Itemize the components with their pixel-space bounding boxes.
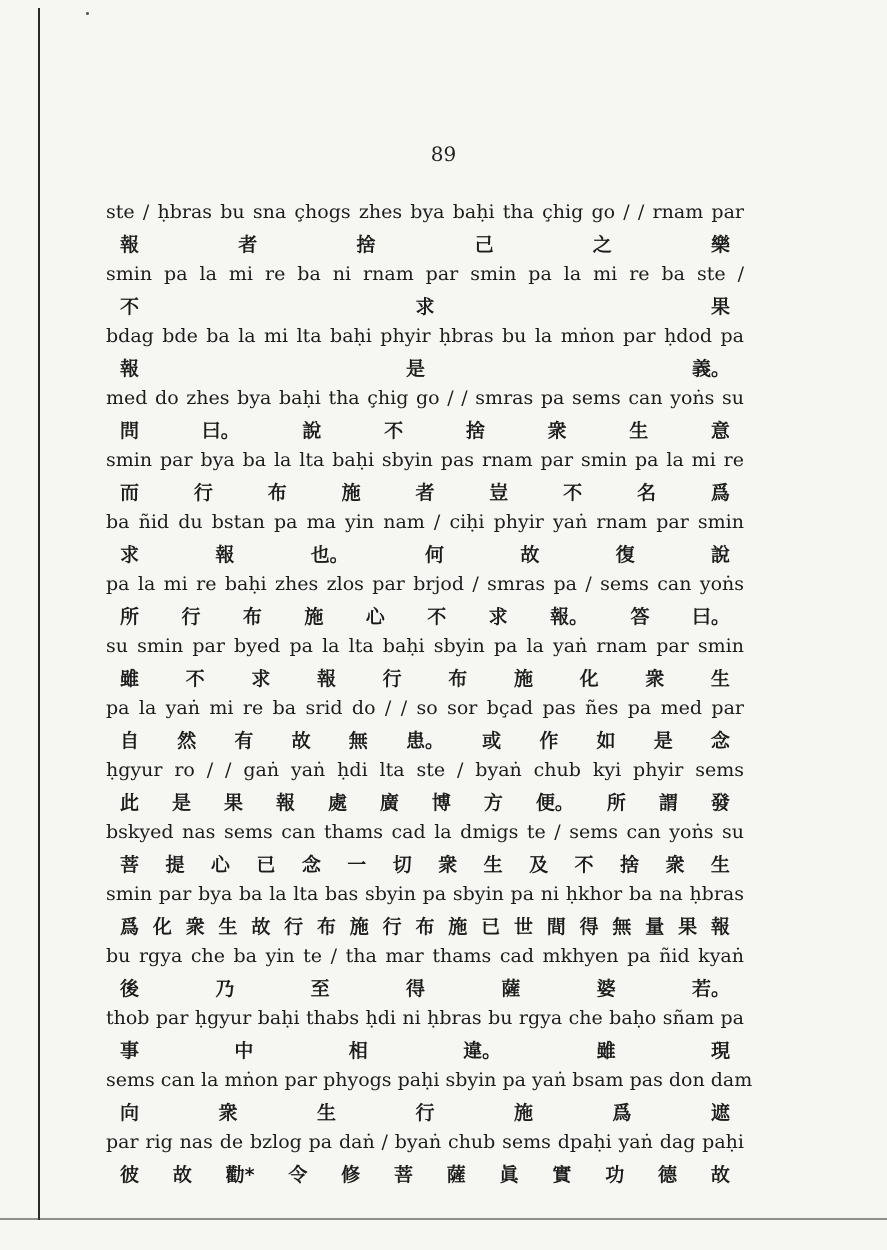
- chinese-line: [120, 413, 730, 445]
- chinese-character: 發: [710, 791, 730, 814]
- chinese-character: 生: [316, 1101, 336, 1124]
- chinese-character: 生: [218, 915, 238, 938]
- chinese-line: [120, 785, 730, 817]
- chinese-character: 問: [120, 419, 140, 442]
- chinese-character: 如: [596, 729, 616, 752]
- tibetan-line: med do zhes bya baḥi tha çhig go / / smras pa sems can yoṅs su: [106, 387, 744, 409]
- chinese-character: 布: [448, 667, 468, 690]
- chinese-character: 念: [710, 729, 730, 752]
- chinese-character: 令: [288, 1163, 308, 1186]
- chinese-character: 得: [405, 977, 425, 1000]
- chinese-character: 患。: [405, 729, 444, 752]
- chinese-character: 無: [612, 915, 632, 938]
- chinese-character: 布: [242, 605, 262, 628]
- chinese-character: 提: [165, 853, 185, 876]
- chinese-character: 不: [120, 295, 140, 318]
- chinese-character: 義。: [691, 357, 730, 380]
- chinese-character: 化: [579, 667, 599, 690]
- chinese-character: 故: [251, 915, 271, 938]
- chinese-character: 雖: [120, 667, 140, 690]
- chinese-character: 遮: [710, 1101, 730, 1124]
- chinese-character: 生: [710, 853, 730, 876]
- chinese-character: 不: [384, 419, 404, 442]
- chinese-character: 自: [120, 729, 140, 752]
- chinese-line: [120, 351, 730, 383]
- chinese-character: 者: [415, 481, 435, 504]
- tibetan-line: bskyed nas sems can thams cad la dmigs te / sems can yoṅs su: [106, 821, 744, 843]
- chinese-character: 求: [415, 295, 435, 318]
- text-line-pair: [106, 569, 744, 631]
- chinese-character: 行: [415, 1101, 435, 1124]
- chinese-character: 乃: [215, 977, 235, 1000]
- tibetan-line: su smin par byed pa la lta baḥi sbyin pa la yaṅ rnam par smin: [106, 635, 744, 657]
- chinese-character: 布: [415, 915, 435, 938]
- chinese-character: 眞: [499, 1163, 519, 1186]
- text-line-pair: [106, 259, 744, 321]
- chinese-character: 求: [251, 667, 271, 690]
- chinese-character: 爲: [612, 1101, 632, 1124]
- chinese-character: 婆: [596, 977, 616, 1000]
- chinese-character: 已: [256, 853, 276, 876]
- chinese-line: [120, 227, 730, 259]
- chinese-character: 行: [382, 915, 402, 938]
- chinese-character: 報: [710, 915, 730, 938]
- chinese-character: 謂: [658, 791, 678, 814]
- text-line-pair: [106, 507, 744, 569]
- chinese-character: 勸*: [225, 1163, 255, 1186]
- tibetan-line: thob par ḥgyur baḥi thabs ḥdi ni ḥbras bu rgya che baḥo sñam pa: [106, 1007, 744, 1029]
- chinese-character: 施: [349, 915, 369, 938]
- text-line-pair: [106, 1003, 744, 1065]
- chinese-character: 樂: [710, 233, 730, 256]
- chinese-character: 爲: [710, 481, 730, 504]
- chinese-line: [120, 1157, 730, 1189]
- chinese-character: 後: [120, 977, 140, 1000]
- chinese-character: 菩: [120, 853, 140, 876]
- chinese-character: 所: [120, 605, 140, 628]
- chinese-character: 所: [606, 791, 626, 814]
- text-line-pair: [106, 631, 744, 693]
- tibetan-line: sems can la mṅon par phyogs paḥi sbyin pa yaṅ bsam pas don dam: [106, 1069, 753, 1091]
- chinese-character: 意: [710, 419, 730, 442]
- chinese-character: 何: [424, 543, 444, 566]
- tibetan-line: smin par bya ba la lta bas sbyin pa sbyin pa ni ḥkhor ba na ḥbras: [106, 883, 744, 905]
- chinese-character: 施: [448, 915, 468, 938]
- chinese-line: [120, 971, 730, 1003]
- chinese-character: 施: [304, 605, 324, 628]
- chinese-character: 實: [552, 1163, 572, 1186]
- chinese-character: 報: [316, 667, 336, 690]
- chinese-character: 行: [193, 481, 213, 504]
- chinese-character: 復: [615, 543, 635, 566]
- chinese-character: 故: [710, 1163, 730, 1186]
- chinese-character: 生: [710, 667, 730, 690]
- chinese-character: 報: [215, 543, 235, 566]
- chinese-character: 向: [120, 1101, 140, 1124]
- chinese-character: 果: [678, 915, 698, 938]
- chinese-character: 一: [347, 853, 367, 876]
- tibetan-line: ste / ḥbras bu sna çhogs zhes bya baḥi tha çhig go / / rnam par: [106, 201, 744, 223]
- chinese-character: 布: [316, 915, 336, 938]
- chinese-character: 行: [382, 667, 402, 690]
- chinese-character: 豈: [489, 481, 509, 504]
- chinese-character: 若。: [691, 977, 730, 1000]
- chinese-character: 不: [563, 481, 583, 504]
- chinese-character: 求: [120, 543, 140, 566]
- chinese-line: [120, 661, 730, 693]
- chinese-character: 量: [645, 915, 665, 938]
- chinese-character: 是: [405, 357, 425, 380]
- chinese-character: 無: [348, 729, 368, 752]
- text-line-pair: [106, 941, 744, 1003]
- text-line-pair: [106, 383, 744, 445]
- interlinear-text-body: [106, 197, 753, 1189]
- chinese-character: 求: [488, 605, 508, 628]
- text-line-pair: [106, 1127, 744, 1189]
- chinese-character: 說: [710, 543, 730, 566]
- chinese-character: 念: [301, 853, 321, 876]
- chinese-character: 衆: [547, 419, 567, 442]
- chinese-character: 及: [529, 853, 549, 876]
- chinese-character: 行: [284, 915, 304, 938]
- chinese-character: 不: [185, 667, 205, 690]
- chinese-character: 方: [483, 791, 503, 814]
- chinese-character: 不: [427, 605, 447, 628]
- chinese-character: 故: [172, 1163, 192, 1186]
- chinese-character: 已: [481, 915, 501, 938]
- chinese-character: 現: [710, 1039, 730, 1062]
- text-line-pair: [106, 197, 744, 259]
- chinese-character: 此: [120, 791, 140, 814]
- chinese-character: 捨: [465, 419, 485, 442]
- tibetan-line: ba ñid du bstan pa ma yin nam / ciḥi phyir yaṅ rnam par smin: [106, 511, 744, 533]
- chinese-character: 捨: [356, 233, 376, 256]
- chinese-character: 薩: [446, 1163, 466, 1186]
- chinese-character: 有: [234, 729, 254, 752]
- tibetan-line: smin par bya ba la lta baḥi sbyin pas rnam par smin pa la mi re: [106, 449, 744, 471]
- chinese-character: 也。: [310, 543, 349, 566]
- page-number: 89: [430, 142, 457, 166]
- chinese-character: 報: [120, 233, 140, 256]
- chinese-line: [120, 1033, 730, 1065]
- chinese-character: 施: [341, 481, 361, 504]
- chinese-character: 捨: [619, 853, 639, 876]
- chinese-character: 布: [267, 481, 287, 504]
- chinese-character: 故: [520, 543, 540, 566]
- chinese-character: 生: [483, 853, 503, 876]
- text-line-pair: [106, 817, 744, 879]
- chinese-character: 果: [710, 295, 730, 318]
- chinese-character: 是: [653, 729, 673, 752]
- chinese-character: 是: [171, 791, 191, 814]
- tibetan-line: ḥgyur ro / / gaṅ yaṅ ḥdi lta ste / byaṅ chub kyi phyir sems: [106, 759, 744, 781]
- chinese-character: 曰。: [691, 605, 730, 628]
- chinese-character: 曰。: [201, 419, 240, 442]
- chinese-character: 施: [513, 1101, 533, 1124]
- chinese-character: 薩: [501, 977, 521, 1000]
- text-line-pair: [106, 1065, 753, 1127]
- chinese-character: 名: [637, 481, 657, 504]
- chinese-character: 雖: [596, 1039, 616, 1062]
- speck-mark: [86, 12, 89, 15]
- chinese-character: 功: [605, 1163, 625, 1186]
- chinese-line: [120, 475, 730, 507]
- chinese-character: 處: [327, 791, 347, 814]
- chinese-line: [120, 1095, 730, 1127]
- tibetan-line: par rig nas de bzlog pa daṅ / byaṅ chub sems dpaḥi yaṅ dag paḥi: [106, 1131, 744, 1153]
- chinese-character: 衆: [645, 667, 665, 690]
- chinese-character: 心: [210, 853, 230, 876]
- chinese-character: 衆: [665, 853, 685, 876]
- chinese-character: 世: [513, 915, 533, 938]
- chinese-character: 之: [592, 233, 612, 256]
- chinese-character: 故: [291, 729, 311, 752]
- chinese-character: 報: [120, 357, 140, 380]
- chinese-character: 報。: [550, 605, 589, 628]
- text-line-pair: [106, 321, 744, 383]
- chinese-character: 菩: [393, 1163, 413, 1186]
- tibetan-line: pa la mi re baḥi zhes zlos par brjod / smras pa / sems can yoṅs: [106, 573, 744, 595]
- chinese-character: 作: [539, 729, 559, 752]
- text-line-pair: [106, 445, 744, 507]
- chinese-character: 而: [120, 481, 140, 504]
- chinese-line: [120, 599, 730, 631]
- chinese-character: 博: [431, 791, 451, 814]
- chinese-character: 衆: [218, 1101, 238, 1124]
- chinese-character: 者: [238, 233, 258, 256]
- tibetan-line: smin pa la mi re ba ni rnam par smin pa la mi re ba ste /: [106, 263, 744, 285]
- tibetan-line: pa la yaṅ mi re ba srid do / / so sor bçad pas ñes pa med par: [106, 697, 744, 719]
- chinese-character: 事: [120, 1039, 140, 1062]
- chinese-character: 果: [223, 791, 243, 814]
- chinese-character: 德: [658, 1163, 678, 1186]
- tibetan-line: bdag bde ba la mi lta baḥi phyir ḥbras bu la mṅon par ḥdod pa: [106, 325, 744, 347]
- chinese-character: 說: [302, 419, 322, 442]
- text-line-pair: [106, 693, 744, 755]
- chinese-character: 心: [365, 605, 385, 628]
- tibetan-line: bu rgya che ba yin te / tha mar thams cad mkhyen pa ñid kyaṅ: [106, 945, 744, 967]
- text-line-pair: [106, 879, 744, 941]
- bottom-edge-rule: [0, 1218, 887, 1220]
- chinese-character: 廣: [379, 791, 399, 814]
- chinese-character: 中: [234, 1039, 254, 1062]
- chinese-character: 至: [310, 977, 330, 1000]
- chinese-character: 彼: [120, 1163, 140, 1186]
- chinese-character: 便。: [535, 791, 574, 814]
- chinese-character: 生: [629, 419, 649, 442]
- chinese-character: 然: [177, 729, 197, 752]
- chinese-character: 相: [348, 1039, 368, 1062]
- chinese-character: 化: [152, 915, 172, 938]
- text-line-pair: [106, 755, 744, 817]
- chinese-line: [120, 537, 730, 569]
- chinese-character: 衆: [438, 853, 458, 876]
- chinese-character: 施: [513, 667, 533, 690]
- chinese-character: 得: [579, 915, 599, 938]
- chinese-character: 間: [546, 915, 566, 938]
- chinese-line: [120, 289, 730, 321]
- chinese-character: 衆: [185, 915, 205, 938]
- chinese-character: 爲: [120, 915, 140, 938]
- chinese-character: 切: [392, 853, 412, 876]
- chinese-character: 或: [482, 729, 502, 752]
- chinese-character: 修: [341, 1163, 361, 1186]
- chinese-character: 報: [275, 791, 295, 814]
- chinese-character: 不: [574, 853, 594, 876]
- chinese-character: 行: [181, 605, 201, 628]
- chinese-character: 己: [474, 233, 494, 256]
- chinese-line: [120, 723, 730, 755]
- chinese-line: [120, 847, 730, 879]
- chinese-character: 答: [630, 605, 650, 628]
- chinese-character: 違。: [463, 1039, 502, 1062]
- left-margin-rule: [38, 8, 40, 1220]
- chinese-line: [120, 909, 730, 941]
